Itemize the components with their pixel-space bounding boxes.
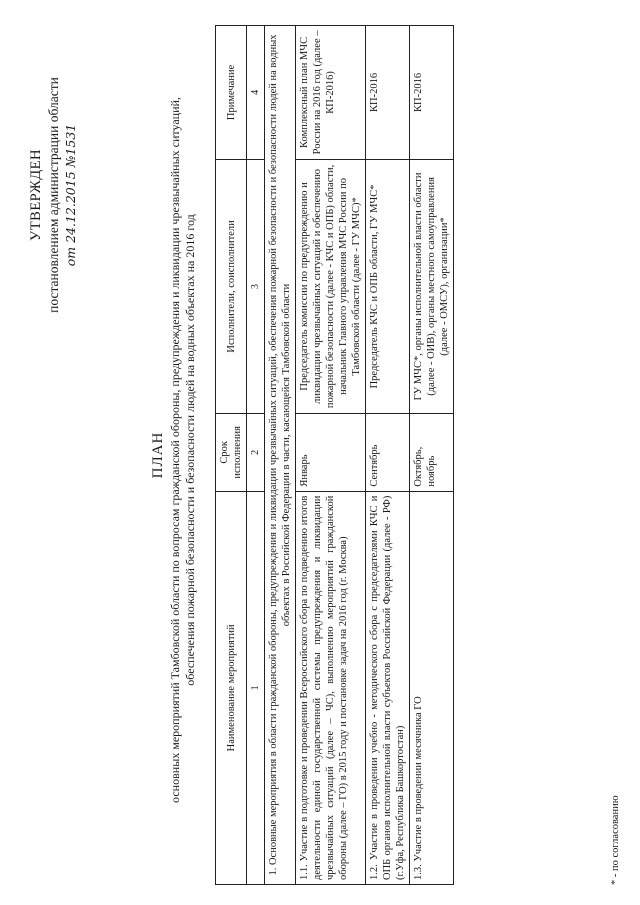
note-cell: КП-2016	[366, 26, 410, 160]
table-row	[410, 26, 454, 885]
plan-subtitle-line-2: обеспечения пожарной безопасности и безопасности людей на водных объектах на 2016 год	[183, 214, 197, 686]
header-cell: Примечание	[216, 26, 247, 160]
header-cell: Наименование мероприятий	[216, 491, 247, 884]
column-number-row	[247, 26, 265, 885]
executors-cell: ГУ МЧС*, органы исполнительной власти области (далее - ОИВ), органы местного самоуправления (далее - ОМСУ), организации*	[410, 159, 454, 413]
column-number: 3	[247, 159, 265, 413]
header-cell: Срок исполнения	[216, 414, 247, 492]
footnote: * - по согласованию	[610, 795, 621, 885]
event-name-cell: 1.2. Участие в проведении учебно - методического сбора с председателями КЧС и ОПБ органов исполнительной власти субъектов Российской Федерации (далее - РФ) (г.Уфа, Республика Башкортостан)	[366, 491, 410, 884]
header-cell: Исполнители, соисполнители	[216, 159, 247, 413]
plan-table	[215, 25, 454, 885]
approval-decree: постановлением администрации области	[46, 77, 61, 313]
column-number: 1	[247, 491, 265, 884]
deadline-cell: Сентябрь	[366, 414, 410, 492]
plan-subtitle	[168, 35, 198, 865]
section-row	[265, 26, 296, 885]
approval-title: УТВЕРЖДЕН	[28, 149, 44, 241]
approval-block	[28, 5, 79, 385]
executors-cell: Председатель комиссии по предупреждению и ликвидации чрезвычайных ситуаций и обеспечению пожарной безопасности (далее - КЧС и ОПБ) области, начальник Главного управления МЧС России по Тамбовской области (далее - ГУ МЧС)*	[296, 159, 366, 413]
table-header-row	[216, 26, 247, 885]
deadline-cell: Январь	[296, 414, 366, 492]
event-name-cell: 1.3. Участие в проведении месячника ГО	[410, 491, 454, 884]
deadline-cell: Октябрь, ноябрь	[410, 414, 454, 492]
note-cell: КП-2016	[410, 26, 454, 160]
plan-subtitle-line-1: основных мероприятий Тамбовской области по вопросам гражданской обороны, предупреждения и ликвидации чрезвычайных ситуаций,	[168, 97, 182, 803]
table-row	[296, 26, 366, 885]
approval-date-number: от 24.12.2015 №1531	[63, 123, 78, 267]
column-number: 4	[247, 26, 265, 160]
table-row	[366, 26, 410, 885]
executors-cell: Председатель КЧС и ОПБ области, ГУ МЧС*	[366, 159, 410, 413]
note-cell: Комплексный план МЧС России на 2016 год (далее – КП-2016)	[296, 26, 366, 160]
event-name-cell: 1.1. Участие в подготовке и проведении Всероссийского сбора по подведению итогов деятельности единой государственной системы предупреждения и ликвидации чрезвычайных ситуаций (далее – ЧС), выполнению мероприятий гражданской обороны (далее – ГО) в 2015 году и постановке задач на 2016 год (г. Москва)	[296, 491, 366, 884]
plan-title: ПЛАН	[150, 431, 166, 479]
section-heading: 1. Основные мероприятия в области гражданской обороны, предупреждения и ликвидации чрезвычайных ситуаций, обеспечения пожарной безопасности и безопасности людей на водных объектах в Российской Федерации в части, касающейся Тамбовской области	[265, 26, 296, 885]
column-number: 2	[247, 414, 265, 492]
